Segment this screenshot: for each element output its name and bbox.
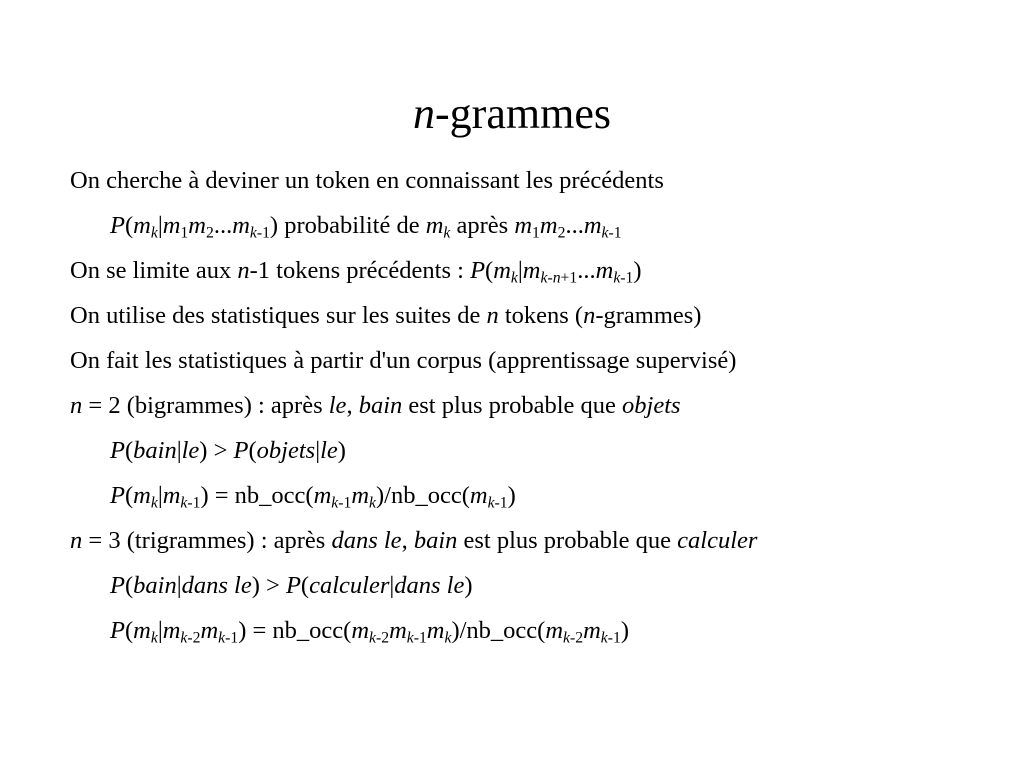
text-run: m [133,617,151,644]
text-run: n [237,257,250,284]
subscript-run: k [563,629,571,647]
slide-body [70,158,1000,653]
text-run: bain [413,527,458,554]
text-run: m [426,617,445,644]
text-run: m [162,482,181,509]
text-run: ) [464,572,473,599]
text-run: m [313,482,332,509]
text-run: P [285,572,301,599]
sub-bullet-line [70,608,1000,653]
text-run: bain [133,572,177,599]
text-run: bain [358,392,403,419]
text-run: ) = nb_occ( [200,482,314,509]
bullet-line [70,248,1000,293]
subscript-run: k [180,494,188,512]
text-run: P [110,572,125,599]
subscript-run: - [547,269,553,287]
text-run: est plus probable que [402,392,623,419]
text-run: | [517,257,523,284]
text-run: ( [124,617,134,644]
bullet-line [70,518,1000,563]
text-run: P [110,212,125,239]
text-run: tokens ( [498,302,584,329]
bullet-line [70,383,1000,428]
text-run: ) > [199,437,234,464]
subscript-run: 2 [557,224,566,242]
text-run: le [320,437,338,464]
subscript-run: k [487,494,495,512]
subscript-run: k [150,224,158,242]
text-run: | [176,437,182,464]
subscript-run: -1 [413,629,427,647]
text-run: ) [620,617,629,644]
text-run: m [133,482,151,509]
sub-bullet-line [70,563,1000,608]
text-run: m [493,257,511,284]
text-run: P [233,437,249,464]
subscript-run: k [443,224,451,242]
subscript-run: k [406,629,414,647]
subscript-run: k [369,494,376,512]
subscript-run: -2 [376,629,390,647]
sub-bullet-line [70,428,1000,473]
bullet-line [70,338,1000,383]
text-run: m [351,482,370,509]
text-run: m [522,257,541,284]
text-run: ( [124,482,134,509]
subscript-run: -1 [187,494,201,512]
subscript-run: 1 [532,224,540,242]
text-run: ( [124,212,134,239]
sub-bullet-line [70,473,1000,518]
text-run: On utilise des statistiques sur les suites de [70,302,487,329]
bullet-line [70,293,1000,338]
text-run: après [450,212,515,239]
text-run: | [157,617,163,644]
text-run: ( [485,257,494,284]
text-run: n [583,302,596,329]
subscript-run: +1 [560,269,578,287]
text-run: )/nb_occ( [376,482,470,509]
text-run: = 2 (bigrammes) : après [82,392,329,419]
subscript-run: k [180,629,188,647]
text-run: | [315,437,321,464]
text-run: = 3 (trigrammes) : après [82,527,332,554]
subscript-run: k [444,629,452,647]
text-run: ... [565,212,584,239]
text-run: ( [124,437,134,464]
text-run: est plus probable que [457,527,678,554]
text-run: ) [337,437,346,464]
text-run: ... [577,257,596,284]
text-run: m [514,212,533,239]
text-run: ... [213,212,233,239]
subscript-run: -2 [570,629,584,647]
text-run: ) [633,257,642,284]
text-run: m [425,212,444,239]
text-run: ( [124,572,134,599]
text-run: m [469,482,488,509]
subscript-run: k [600,629,608,647]
text-run: On cherche à deviner un token en connaissant les précédents [70,167,664,194]
subscript-run: k [150,494,158,512]
slide-title [0,84,1024,144]
subscript-run: k [218,629,226,647]
text-run: ) [507,482,516,509]
text-run: n [486,302,499,329]
text-run: m [351,617,370,644]
subscript-run: 1 [180,224,189,242]
subscript-run: k [249,224,257,242]
text-run: m [133,212,151,239]
subscript-run: 2 [205,224,214,242]
text-run: ( [300,572,310,599]
subscript-run: k [601,224,609,242]
text-run: m [188,212,206,239]
text-run: calculer [677,527,758,554]
bullet-line [70,158,1000,203]
subscript-run: -1 [494,494,508,512]
text-run: On se limite aux [70,257,238,284]
subscript-run: k [613,269,621,287]
sub-bullet-line [70,203,1000,248]
text-run: P [110,617,125,644]
text-run: dans le [331,527,402,554]
subscript-run: k [331,494,339,512]
text-run: On fait les statistiques à partir d'un corpus (apprentissage supervisé) [70,347,737,374]
subscript-run: -1 [256,224,270,242]
text-run: -grammes [435,89,611,138]
text-run: , [401,527,414,554]
text-run: dans le [181,572,252,599]
text-run: n [413,89,436,138]
text-run: m [162,617,181,644]
text-run: m [200,617,219,644]
subscript-run: -2 [187,629,201,647]
text-run: -grammes) [595,302,702,329]
text-run: objets [622,392,681,419]
subscript-run: -1 [607,629,621,647]
text-run: P [110,482,125,509]
subscript-run: -1 [608,224,622,242]
text-run: m [595,257,614,284]
text-run: dans le [394,572,465,599]
text-run: m [162,212,181,239]
text-run: | [157,482,163,509]
subscript-run: k [369,629,376,647]
text-run: )/nb_occ( [451,617,546,644]
subscript-run: -1 [620,269,634,287]
text-run: , [346,392,359,419]
subscript-run: k [150,629,158,647]
text-run: objets [256,437,316,464]
text-run: P [470,257,486,284]
subscript-run: k [540,269,548,287]
text-run: le [328,392,347,419]
text-run: ( [248,437,257,464]
text-run: bain [133,437,177,464]
text-run: m [539,212,558,239]
text-run: | [389,572,395,599]
text-run: calculer [309,572,390,599]
text-run: m [545,617,564,644]
text-run: -1 tokens précédents : [249,257,471,284]
subscript-run: k [510,269,518,287]
text-run: | [157,212,163,239]
subscript-run: -1 [225,629,239,647]
text-run: n [70,392,83,419]
text-run: P [110,437,125,464]
text-run: m [583,212,602,239]
text-run: m [389,617,407,644]
text-run: m [583,617,601,644]
text-run: ) probabilité de [269,212,426,239]
subscript-run: n [552,269,561,287]
text-run: ) = nb_occ( [238,617,352,644]
text-run: m [232,212,250,239]
text-run: ) > [251,572,286,599]
text-run: | [176,572,182,599]
subscript-run: -1 [338,494,352,512]
text-run: n [70,527,83,554]
text-run: le [181,437,200,464]
